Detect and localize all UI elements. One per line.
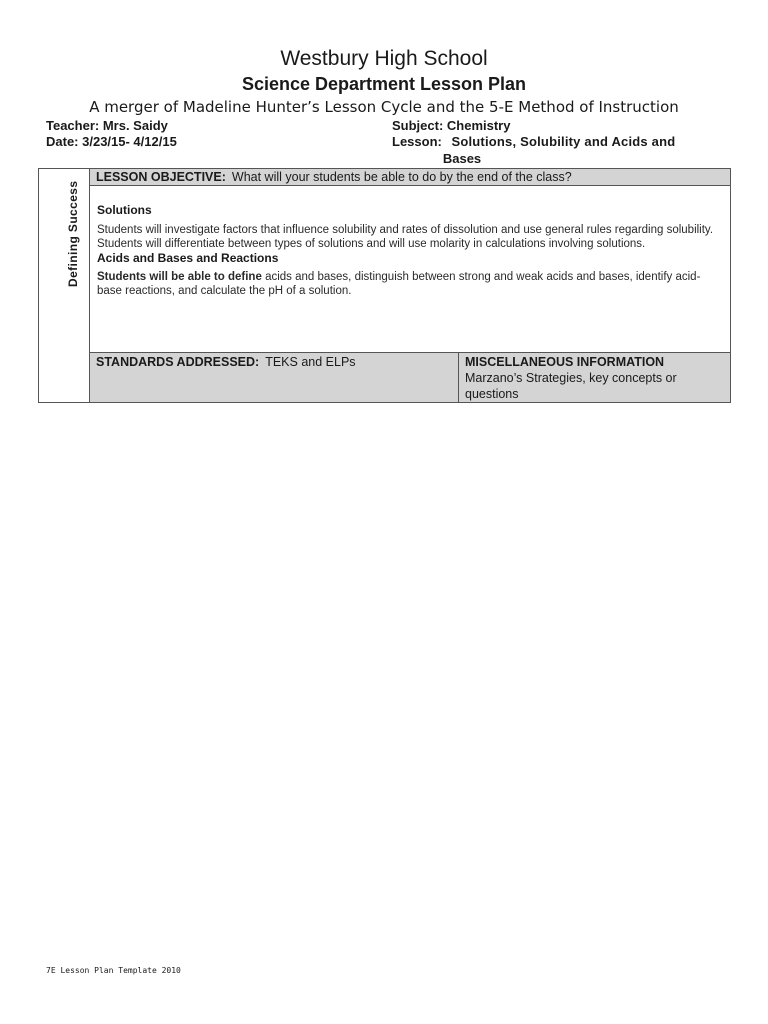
school-title: Westbury High School [280,47,488,70]
section-heading-solutions: Solutions [97,203,152,217]
subtitle: A merger of Madeline Hunter’s Lesson Cycle and the 5-E Method of Instruction [89,98,679,116]
section-text-acids [97,270,722,298]
footer-text: 7E Lesson Plan Template 2010 [46,966,181,975]
objective-label: LESSON OBJECTIVE: [96,170,226,184]
objective-row [90,169,730,186]
standards-label: STANDARDS ADDRESSED: [96,355,260,369]
objective-content [90,186,730,353]
misc-cell [459,353,730,402]
section-lead: Students will be able to define [97,271,262,283]
side-column [39,169,90,402]
side-label: Defining Success [66,180,80,287]
misc-value: Marzano’s Strategies, key concepts or questions [465,371,677,401]
lesson-table [38,168,731,403]
section-heading-acids: Acids and Bases and Reactions [97,251,279,265]
lesson-value-cont: Bases [442,151,482,166]
standards-value: TEKS and ELPs [265,355,356,369]
lesson-value: Solutions, Solubility and Acids and [451,134,676,149]
lesson-info [392,133,722,167]
department-title: Science Department Lesson Plan [241,74,527,94]
date-label: Date: 3/23/15- 4/12/15 [46,134,177,149]
objective-prompt: What will your students be able to do by the end of the class? [231,170,572,184]
section-body: acids and bases, distinguish between strong and weak acids and bases, identify acid-base reactions, and calculate the pH of a solution. [97,271,701,297]
standards-cell [90,353,459,402]
section-text-solutions: Students will investigate factors that influence solubility and rates of dissolution and use general rules regarding solubility. Students will differentiate between types of solutions and will use molarity in calculations involving solutions. [97,224,714,250]
subject-label: Subject: Chemistry [392,118,511,133]
teacher-label: Teacher: Mrs. Saidy [46,118,168,133]
misc-label: MISCELLANEOUS INFORMATION [465,355,665,369]
lesson-label: Lesson: [392,134,442,149]
